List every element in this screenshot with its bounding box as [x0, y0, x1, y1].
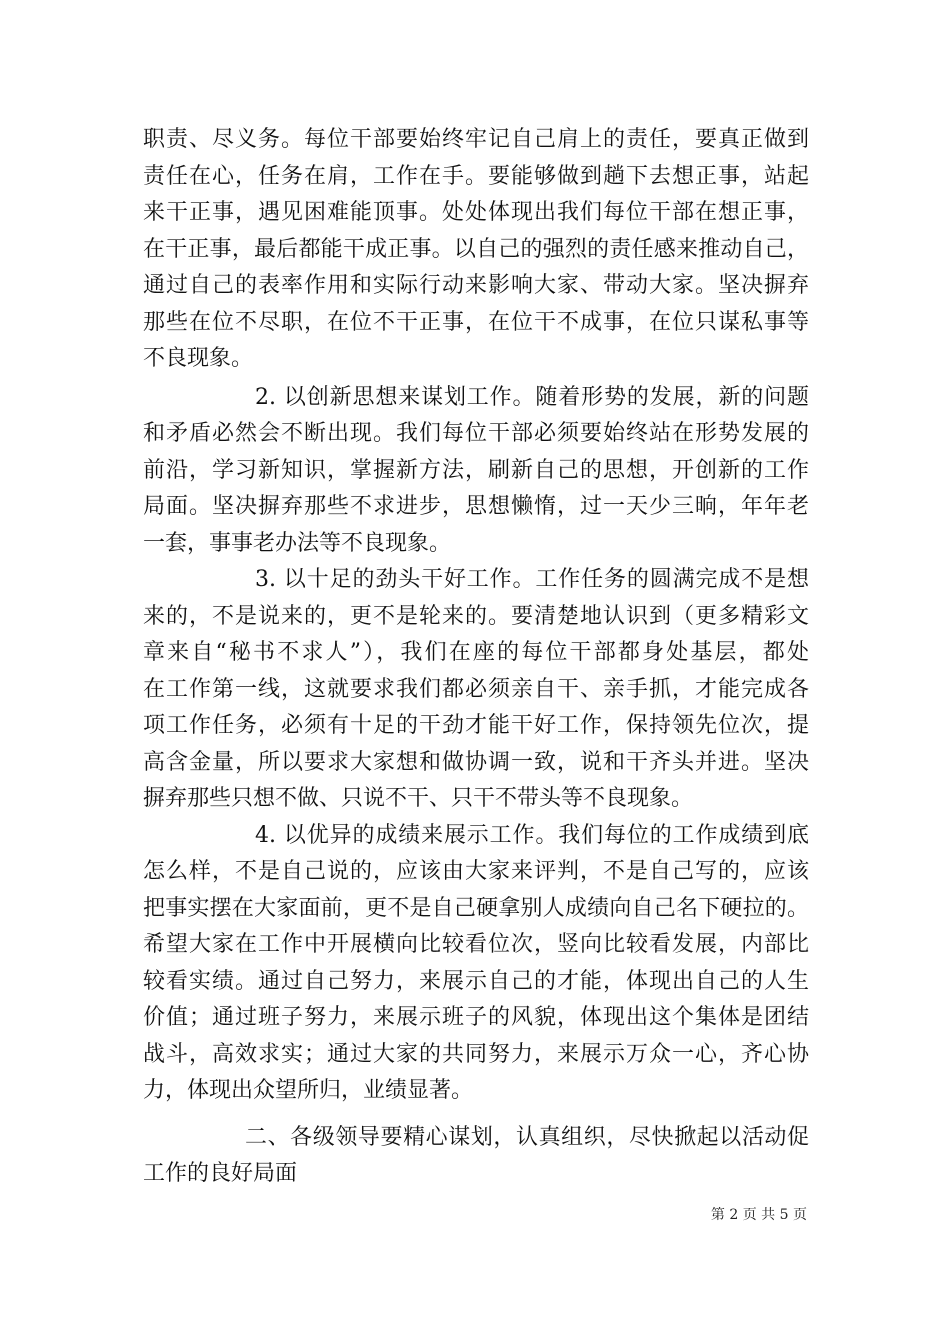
- text-line: 通过自己的表率作用和实际行动来影响大家、带动大家。坚决摒弃: [143, 273, 809, 298]
- section-heading: [143, 1120, 809, 1193]
- text-line: 希望大家在工作中开展横向比较看位次，竖向比较看发展，内部比: [143, 932, 809, 957]
- text-line: 在工作第一线，这就要求我们都必须亲自干、亲手抓，才能完成各: [143, 676, 809, 702]
- text-line: 责任在心，任务在肩，工作在手。要能够做到趟下去想正事，站起: [143, 163, 809, 189]
- text-line: 把事实摆在大家面前，更不是自己硬拿别人成绩向自己名下硬拉的。: [143, 895, 809, 921]
- text-line: 前沿，学习新知识，掌握新方法，刷新自己的思想，开创新的工作: [143, 457, 809, 483]
- text-line: 价值；通过班子努力，来展示班子的风貌，体现出这个集体是团结: [143, 1005, 809, 1030]
- page-number: 第 2 页 共 5 页: [710, 1207, 807, 1223]
- paragraph-1: [143, 122, 809, 378]
- text-line: 摒弃那些只想不做、只说不干、只干不带头等不良现象。: [143, 786, 694, 811]
- text-line: 和矛盾必然会不断出现。我们每位干部必须要始终站在形势发展的: [143, 421, 809, 446]
- text-line: 怎么样，不是自己说的，应该由大家来评判，不是自己写的，应该: [143, 859, 809, 884]
- text-line: 二、各级领导要精心谋划，认真组织，尽快掀起以活动促: [245, 1124, 809, 1150]
- paragraph-4: [143, 818, 809, 1110]
- text-line: 来干正事，遇见困难能顶事。处处体现出我们每位干部在想正事，: [143, 200, 809, 225]
- text-line: 来的，不是说来的，更不是轮来的。要清楚地认识到（更多精彩文: [143, 603, 809, 629]
- text-line: 高含金量，所以要求大家想和做协调一致，说和干齐头并进。坚决: [143, 749, 809, 775]
- text-line: 4. 以优异的成绩来展示工作。我们每位的工作成绩到底: [255, 822, 809, 848]
- text-line: 较看实绩。通过自己努力，来展示自己的才能，体现出自己的人生: [143, 968, 809, 994]
- document-body: [143, 122, 809, 1193]
- text-line: 工作的良好局面: [143, 1161, 298, 1186]
- text-line: 局面。坚决摒弃那些不求进步，思想懒惰，过一天少三晌，年年老: [143, 494, 809, 519]
- text-line: 力，体现出众望所归，业绩显著。: [143, 1078, 474, 1103]
- text-line: 不良现象。: [143, 346, 254, 371]
- paragraph-2: [143, 380, 809, 563]
- text-line: 章来自“秘书不求人”），我们在座的每位干部都身处基层，都处: [143, 640, 809, 665]
- text-line: 那些在位不尽职，在位不干正事，在位干不成事，在位只谋私事等: [143, 309, 809, 335]
- paragraph-3: [143, 562, 809, 818]
- text-line: 一套，事事老办法等不良现象。: [143, 530, 452, 556]
- text-line: 项工作任务，必须有十足的干劲才能干好工作，保持领先位次，提: [143, 713, 809, 738]
- text-line: 2. 以创新思想来谋划工作。随着形势的发展，新的问题: [255, 384, 809, 410]
- text-line: 职责、尽义务。每位干部要始终牢记自己肩上的责任，要真正做到: [143, 127, 809, 152]
- text-line: 在干正事，最后都能干成正事。以自己的强烈的责任感来推动自己，: [143, 236, 809, 262]
- text-line: 3. 以十足的劲头干好工作。工作任务的圆满完成不是想: [255, 567, 809, 592]
- text-line: 战斗，高效求实；通过大家的共同努力，来展示万众一心，齐心协: [143, 1041, 809, 1067]
